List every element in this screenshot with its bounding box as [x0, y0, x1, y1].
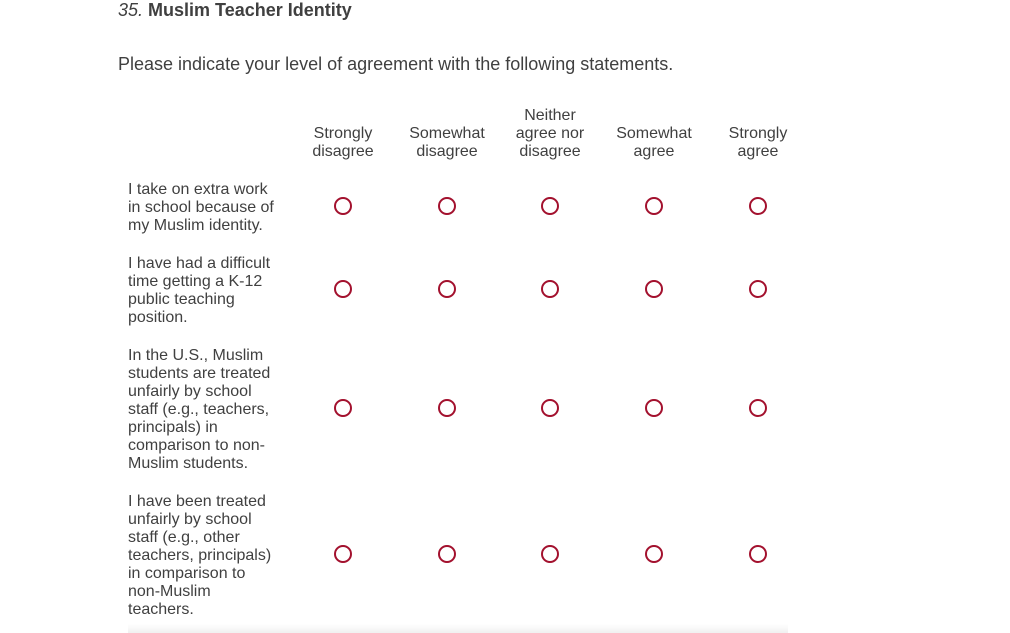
radio-teacher-unfair-somewhat-disagree[interactable] [438, 545, 456, 563]
radio-teacher-unfair-strongly-disagree[interactable] [334, 545, 352, 563]
radio-difficult-position-somewhat-agree[interactable] [645, 280, 663, 298]
radio-extra-work-somewhat-agree[interactable] [645, 197, 663, 215]
radio-teacher-unfair-strongly-agree[interactable] [749, 545, 767, 563]
question-number: 35. [118, 0, 144, 20]
question-instructions: Please indicate your level of agreement with the following statements. [118, 54, 674, 74]
statement-label-students-treated-unfairly: In the U.S., Muslim students are treated unfairly by school staff (e.g., teachers, principals) in comparison to non-Muslim students. [128, 347, 271, 472]
radio-students-unfair-strongly-agree[interactable] [749, 399, 767, 417]
statement-label-difficult-position: I have had a difficult time getting a K-12 public teaching position. [128, 255, 271, 326]
radio-extra-work-strongly-disagree[interactable] [334, 197, 352, 215]
scale-header-strongly-disagree: Strongly disagree [312, 125, 374, 160]
radio-extra-work-strongly-agree[interactable] [749, 197, 767, 215]
statement-label-teacher-treated-unfairly: I have been treated unfairly by school staff (e.g., other teachers, principals) in comparison to non-Muslim teachers. [128, 493, 272, 618]
radio-students-unfair-neither[interactable] [541, 399, 559, 417]
bottom-shadow-divider [128, 624, 788, 633]
statement-label-extra-work: I take on extra work in school because of my Muslim identity. [128, 181, 274, 234]
scale-header-somewhat-disagree: Somewhat disagree [409, 125, 485, 160]
radio-students-unfair-somewhat-agree[interactable] [645, 399, 663, 417]
radio-difficult-position-strongly-disagree[interactable] [334, 280, 352, 298]
scale-header-strongly-agree: Strongly agree [728, 125, 788, 160]
radio-extra-work-somewhat-disagree[interactable] [438, 197, 456, 215]
radio-students-unfair-somewhat-disagree[interactable] [438, 399, 456, 417]
radio-difficult-position-somewhat-disagree[interactable] [438, 280, 456, 298]
scale-header-neither: Neither agree nor disagree [515, 107, 585, 160]
likert-matrix [128, 0, 808, 633]
radio-teacher-unfair-somewhat-agree[interactable] [645, 545, 663, 563]
radio-extra-work-neither[interactable] [541, 197, 559, 215]
question-title: Muslim Teacher Identity [148, 0, 352, 20]
radio-difficult-position-strongly-agree[interactable] [749, 280, 767, 298]
scale-header-somewhat-agree: Somewhat agree [616, 125, 692, 160]
radio-students-unfair-strongly-disagree[interactable] [334, 399, 352, 417]
radio-teacher-unfair-neither[interactable] [541, 545, 559, 563]
radio-difficult-position-neither[interactable] [541, 280, 559, 298]
